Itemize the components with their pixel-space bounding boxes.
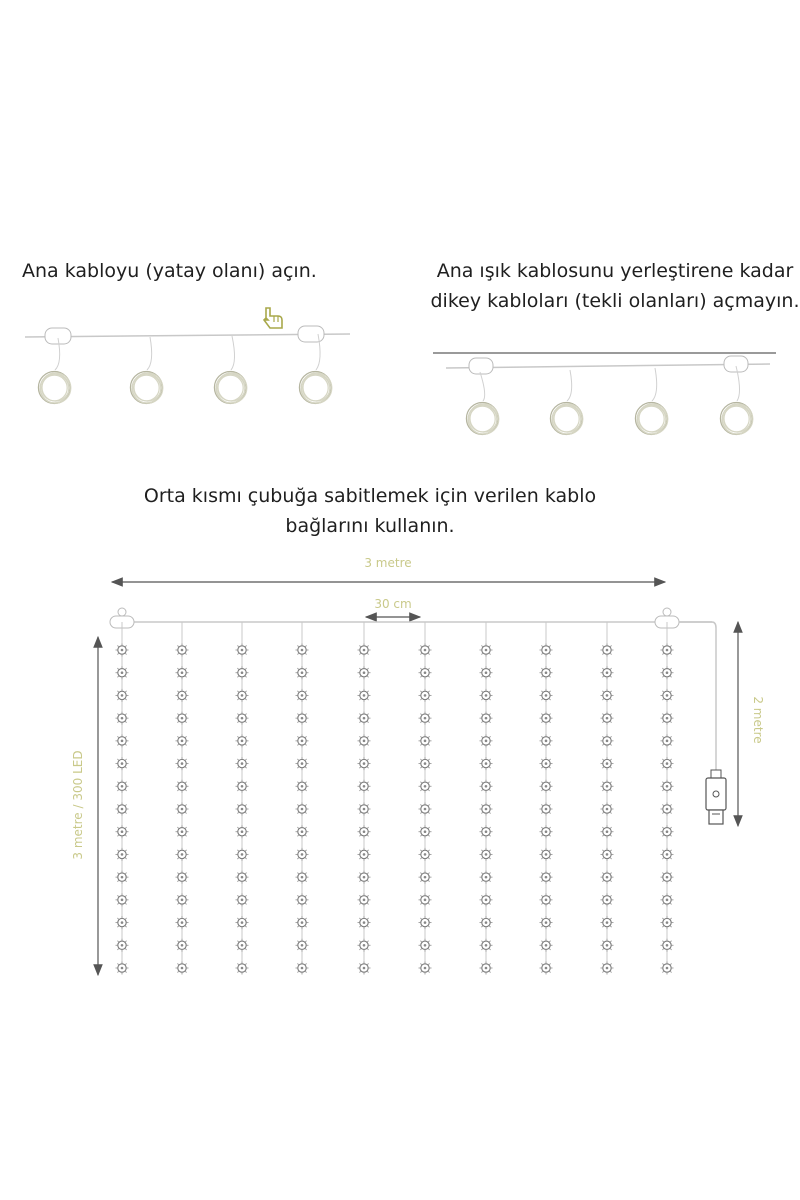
led-bulb-icon xyxy=(296,757,309,770)
led-bulb-icon xyxy=(540,871,553,884)
led-bulb-icon xyxy=(358,893,371,906)
led-bulb-icon xyxy=(540,916,553,929)
led-bulb-icon xyxy=(236,916,249,929)
led-bulb-icon xyxy=(296,962,309,975)
led-bulb-icon xyxy=(116,848,129,861)
led-bulb-icon xyxy=(236,734,249,747)
lead-label: 2 metre xyxy=(751,696,765,744)
led-bulb-icon xyxy=(601,871,614,884)
led-bulb-icon xyxy=(419,916,432,929)
led-bulb-icon xyxy=(601,689,614,702)
led-bulb-icon xyxy=(601,848,614,861)
led-bulb-icon xyxy=(601,962,614,975)
led-bulb-icon xyxy=(661,734,674,747)
led-bulb-icon xyxy=(236,893,249,906)
led-bulb-icon xyxy=(419,939,432,952)
led-bulb-icon xyxy=(601,757,614,770)
step2-text-line2: dikey kabloları (tekli olanları) açmayın. xyxy=(430,290,800,312)
led-bulb-icon xyxy=(236,825,249,838)
led-bulb-icon xyxy=(296,939,309,952)
led-bulb-icon xyxy=(358,780,371,793)
led-bulb-icon xyxy=(540,825,553,838)
led-bulb-icon xyxy=(358,803,371,816)
led-bulb-icon xyxy=(540,939,553,952)
led-bulb-icon xyxy=(358,871,371,884)
led-bulb-icon xyxy=(358,689,371,702)
led-bulb-icon xyxy=(540,780,553,793)
led-bulb-icon xyxy=(296,666,309,679)
led-bulb-icon xyxy=(419,848,432,861)
led-bulb-icon xyxy=(296,916,309,929)
led-bulb-icon xyxy=(358,666,371,679)
led-bulb-icon xyxy=(358,939,371,952)
width-label: 3 metre xyxy=(364,556,412,570)
led-bulb-icon xyxy=(601,734,614,747)
led-bulb-icon xyxy=(116,916,129,929)
led-bulb-icon xyxy=(176,893,189,906)
led-bulb-icon xyxy=(116,757,129,770)
led-strand xyxy=(601,622,614,975)
led-bulb-icon xyxy=(661,916,674,929)
led-bulb-icon xyxy=(176,644,189,657)
led-strand xyxy=(116,622,129,975)
led-bulb-icon xyxy=(480,644,493,657)
wire-coil-icon xyxy=(214,336,246,404)
led-strand xyxy=(296,622,309,975)
led-bulb-icon xyxy=(419,757,432,770)
wire-coil-icon xyxy=(38,338,70,404)
led-bulb-icon xyxy=(236,939,249,952)
led-bulb-icon xyxy=(601,644,614,657)
led-bulb-icon xyxy=(116,803,129,816)
led-bulb-icon xyxy=(296,689,309,702)
led-bulb-icon xyxy=(236,962,249,975)
spacing-label: 30 cm xyxy=(374,597,412,611)
led-bulb-icon xyxy=(358,712,371,725)
led-bulb-icon xyxy=(540,893,553,906)
step1-illustration xyxy=(25,308,350,404)
led-bulb-icon xyxy=(601,666,614,679)
led-bulb-icon xyxy=(419,712,432,725)
led-bulb-icon xyxy=(480,893,493,906)
led-bulb-icon xyxy=(296,848,309,861)
led-bulb-icon xyxy=(419,893,432,906)
led-bulb-icon xyxy=(601,893,614,906)
led-bulb-icon xyxy=(661,666,674,679)
wire-clip xyxy=(45,328,71,344)
led-bulb-icon xyxy=(601,712,614,725)
step1-text: Ana kabloyu (yatay olanı) açın. xyxy=(22,260,317,282)
led-bulb-icon xyxy=(176,825,189,838)
wire-coil-icon xyxy=(130,337,162,404)
led-bulb-icon xyxy=(358,848,371,861)
led-bulb-icon xyxy=(236,689,249,702)
led-bulb-icon xyxy=(176,916,189,929)
led-bulb-icon xyxy=(176,939,189,952)
led-bulb-icon xyxy=(540,757,553,770)
led-strand xyxy=(358,622,371,975)
led-bulb-icon xyxy=(236,848,249,861)
led-bulb-icon xyxy=(236,780,249,793)
led-bulb-icon xyxy=(419,734,432,747)
led-bulb-icon xyxy=(116,939,129,952)
led-bulb-icon xyxy=(601,780,614,793)
led-bulb-icon xyxy=(661,780,674,793)
led-bulb-icon xyxy=(480,757,493,770)
led-bulb-icon xyxy=(661,871,674,884)
led-bulb-icon xyxy=(480,734,493,747)
led-bulb-icon xyxy=(296,825,309,838)
led-bulb-icon xyxy=(419,825,432,838)
led-bulb-icon xyxy=(480,712,493,725)
wire-coil-icon xyxy=(550,370,582,435)
led-bulb-icon xyxy=(176,962,189,975)
led-bulb-icon xyxy=(661,939,674,952)
led-bulb-icon xyxy=(296,780,309,793)
led-bulb-icon xyxy=(480,962,493,975)
led-bulb-icon xyxy=(419,780,432,793)
led-bulb-icon xyxy=(296,871,309,884)
led-bulb-icon xyxy=(601,939,614,952)
hand-pointer-icon xyxy=(264,308,282,328)
led-bulb-icon xyxy=(480,848,493,861)
step2-illustration xyxy=(433,353,776,435)
led-bulb-icon xyxy=(419,644,432,657)
led-bulb-icon xyxy=(358,734,371,747)
strand-label: 3 metre / 300 LED xyxy=(71,750,85,860)
wire-coil-icon xyxy=(466,372,498,435)
led-strand xyxy=(176,622,189,975)
wire-coil-icon xyxy=(635,368,667,435)
led-bulb-icon xyxy=(480,871,493,884)
led-bulb-icon xyxy=(601,916,614,929)
led-strand xyxy=(419,622,432,975)
usb-plug-icon xyxy=(706,770,726,824)
led-bulb-icon xyxy=(176,848,189,861)
led-bulb-icon xyxy=(419,689,432,702)
led-bulb-icon xyxy=(236,644,249,657)
led-bulb-icon xyxy=(540,848,553,861)
led-strand xyxy=(540,622,553,975)
led-bulb-icon xyxy=(116,962,129,975)
led-strand xyxy=(661,622,674,975)
wire-coil-icon xyxy=(720,366,752,435)
led-bulb-icon xyxy=(661,848,674,861)
led-bulb-icon xyxy=(296,893,309,906)
led-bulb-icon xyxy=(358,825,371,838)
led-bulb-icon xyxy=(540,666,553,679)
led-bulb-icon xyxy=(661,644,674,657)
led-bulb-icon xyxy=(116,893,129,906)
led-bulb-icon xyxy=(176,757,189,770)
led-bulb-icon xyxy=(236,666,249,679)
led-bulb-icon xyxy=(296,803,309,816)
led-strand xyxy=(236,622,249,975)
led-bulb-icon xyxy=(116,689,129,702)
led-bulb-icon xyxy=(419,803,432,816)
led-bulb-icon xyxy=(176,734,189,747)
led-bulb-icon xyxy=(176,803,189,816)
led-bulb-icon xyxy=(116,666,129,679)
curtain-diagram xyxy=(71,556,765,975)
led-bulb-icon xyxy=(296,644,309,657)
led-bulb-icon xyxy=(116,780,129,793)
led-bulb-icon xyxy=(419,962,432,975)
step3-text-line2: bağlarını kullanın. xyxy=(285,515,455,537)
wire-clip xyxy=(724,356,748,372)
step3-text-line1: Orta kısmı çubuğa sabitlemek için verilen kablo xyxy=(143,485,597,507)
led-bulb-icon xyxy=(480,666,493,679)
wire-coil-icon xyxy=(299,334,331,404)
led-bulb-icon xyxy=(661,825,674,838)
led-bulb-icon xyxy=(419,666,432,679)
led-bulb-icon xyxy=(296,734,309,747)
led-bulb-icon xyxy=(236,757,249,770)
led-bulb-icon xyxy=(540,712,553,725)
led-bulb-icon xyxy=(540,734,553,747)
wire-clip xyxy=(469,358,493,374)
wire-clip xyxy=(298,326,324,342)
led-bulb-icon xyxy=(236,803,249,816)
led-bulb-icon xyxy=(176,666,189,679)
main-wire xyxy=(446,364,770,368)
led-bulb-icon xyxy=(176,712,189,725)
led-bulb-icon xyxy=(540,689,553,702)
led-bulb-icon xyxy=(540,803,553,816)
led-bulb-icon xyxy=(540,962,553,975)
led-bulb-icon xyxy=(661,803,674,816)
led-bulb-icon xyxy=(116,712,129,725)
led-bulb-icon xyxy=(480,803,493,816)
led-bulb-icon xyxy=(236,871,249,884)
led-bulb-icon xyxy=(480,939,493,952)
led-bulb-icon xyxy=(176,780,189,793)
led-bulb-icon xyxy=(116,734,129,747)
led-bulb-icon xyxy=(116,825,129,838)
led-bulb-icon xyxy=(480,689,493,702)
led-bulb-icon xyxy=(419,871,432,884)
led-bulb-icon xyxy=(296,712,309,725)
led-strand xyxy=(480,622,493,975)
led-bulb-icon xyxy=(661,893,674,906)
led-bulb-icon xyxy=(116,644,129,657)
led-bulb-icon xyxy=(236,712,249,725)
led-bulb-icon xyxy=(480,780,493,793)
led-bulb-icon xyxy=(480,825,493,838)
led-bulb-icon xyxy=(661,962,674,975)
led-bulb-icon xyxy=(176,689,189,702)
led-bulb-icon xyxy=(176,871,189,884)
led-bulb-icon xyxy=(358,644,371,657)
led-bulb-icon xyxy=(358,916,371,929)
led-bulb-icon xyxy=(661,712,674,725)
led-bulb-icon xyxy=(661,757,674,770)
led-bulb-icon xyxy=(358,962,371,975)
led-bulb-icon xyxy=(540,644,553,657)
step2-text-line1: Ana ışık kablosunu yerleştirene kadar xyxy=(436,260,794,282)
lead-wire xyxy=(679,622,716,770)
led-bulb-icon xyxy=(661,689,674,702)
led-bulb-icon xyxy=(601,803,614,816)
led-bulb-icon xyxy=(480,916,493,929)
led-bulb-icon xyxy=(116,871,129,884)
led-bulb-icon xyxy=(358,757,371,770)
led-bulb-icon xyxy=(601,825,614,838)
